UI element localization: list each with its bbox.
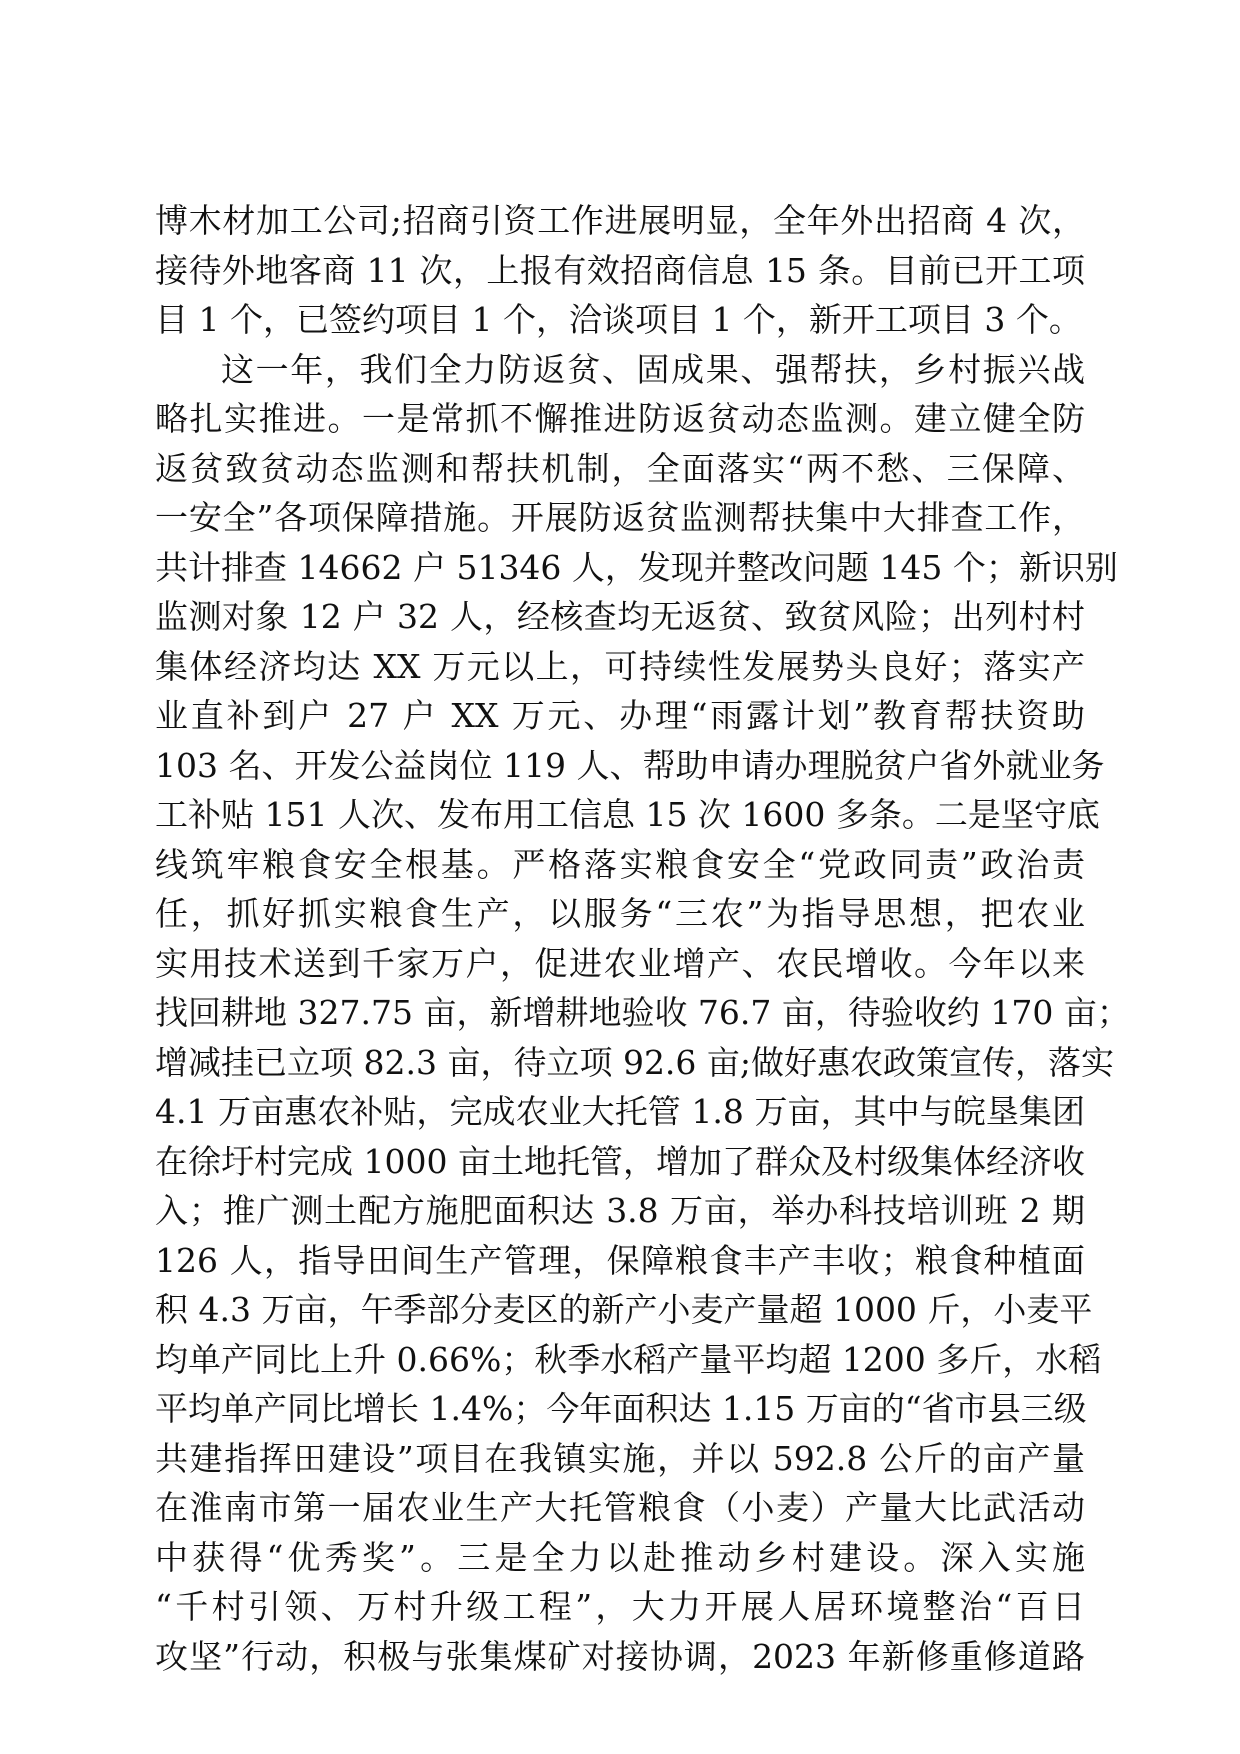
text-line: 在淮南市第一届农业生产大托管粮食（小麦）产量大比武活动 [155,1488,1085,1527]
text-line: 接待外地客商 11 次，上报有效招商信息 15 条。目前已开工项 [155,250,1085,290]
text-line: “千村引领、万村升级工程”，大力开展人居环境整治“百日 [155,1587,1085,1626]
text-line: 线筑牢粮食安全根基。严格落实粮食安全“党政同责”政治责 [155,844,1085,884]
text-line: 共建指挥田建设”项目在我镇实施，并以 592.8 公斤的亩产量 [155,1438,1085,1478]
text-line: 实用技术送到千家万户，促进农业增产、农民增收。今年以来 [155,943,1085,983]
text-line: 入；推广测土配方施肥面积达 3.8 万亩，举办科技培训班 2 期 [155,1191,1085,1230]
body-text [155,196,1130,1681]
text-line: 略扎实推进。一是常抓不懈推进防返贫动态监测。建立健全防 [155,399,1085,438]
text-line: 业直补到户 27 户 XX 万元、办理“雨露计划”教育帮扶资助 [155,696,1085,735]
text-line: 在徐圩村完成 1000 亩土地托管，增加了群众及村级集体经济收 [155,1141,1085,1181]
text-line: 一安全”各项保障措施。开展防返贫监测帮扶集中大排查工作， [155,498,1085,537]
text-line: 增减挂已立项 82.3 亩，待立项 92.6 亩;做好惠农政策宣传，落实 [155,1042,1115,1082]
text-line: 目 1 个，已签约项目 1 个，洽谈项目 1 个，新开工项目 3 个。 [155,300,1082,339]
text-line: 共计排查 14662 户 51346 人，发现并整改问题 145 个；新识别 [155,547,1118,587]
text-line: 均单产同比上升 0.66%；秋季水稻产量平均超 1200 多斤，水稻 [155,1339,1102,1379]
text-line: 积 4.3 万亩，午季部分麦区的新产小麦产量超 1000 斤，小麦平 [155,1290,1093,1329]
text-line: 中获得“优秀奖”。三是全力以赴推动乡村建设。深入实施 [155,1537,1085,1577]
text-line: 返贫致贫动态监测和帮扶机制，全面落实“两不愁、三保障、 [155,448,1085,488]
text-line: 工补贴 151 人次、发布用工信息 15 次 1600 多条。二是坚守底 [155,795,1100,834]
text-line: 126 人，指导田间生产管理，保障粮食丰产丰收；粮食种植面 [155,1240,1085,1280]
text-line: 找回耕地 327.75 亩，新增耕地验收 76.7 亩，待验收约 170 亩； [155,993,1130,1032]
text-line: 平均单产同比增长 1.4%；今年面积达 1.15 万亩的“省市县三级 [155,1389,1087,1428]
text-line: 博木材加工公司;招商引资工作进展明显，全年外出招商 4 次， [155,201,1085,240]
text-line: 监测对象 12 户 32 人，经核查均无返贫、致贫风险；出列村村 [155,597,1085,636]
text-line: 4.1 万亩惠农补贴，完成农业大托管 1.8 万亩，其中与皖垦集团 [155,1092,1085,1131]
paragraph-start-line: 这一年，我们全力防返贫、固成果、强帮扶，乡村振兴战 [221,349,1085,389]
text-line: 集体经济均达 XX 万元以上，可持续性发展势头良好；落实产 [155,646,1085,686]
text-line: 任，抓好抓实粮食生产，以服务“三农”为指导思想，把农业 [155,894,1085,933]
text-line: 攻坚”行动，积极与张集煤矿对接协调，2023 年新修重修道路 [155,1636,1085,1676]
text-line: 103 名、开发公益岗位 119 人、帮助申请办理脱贫户省外就业务 [155,745,1105,785]
